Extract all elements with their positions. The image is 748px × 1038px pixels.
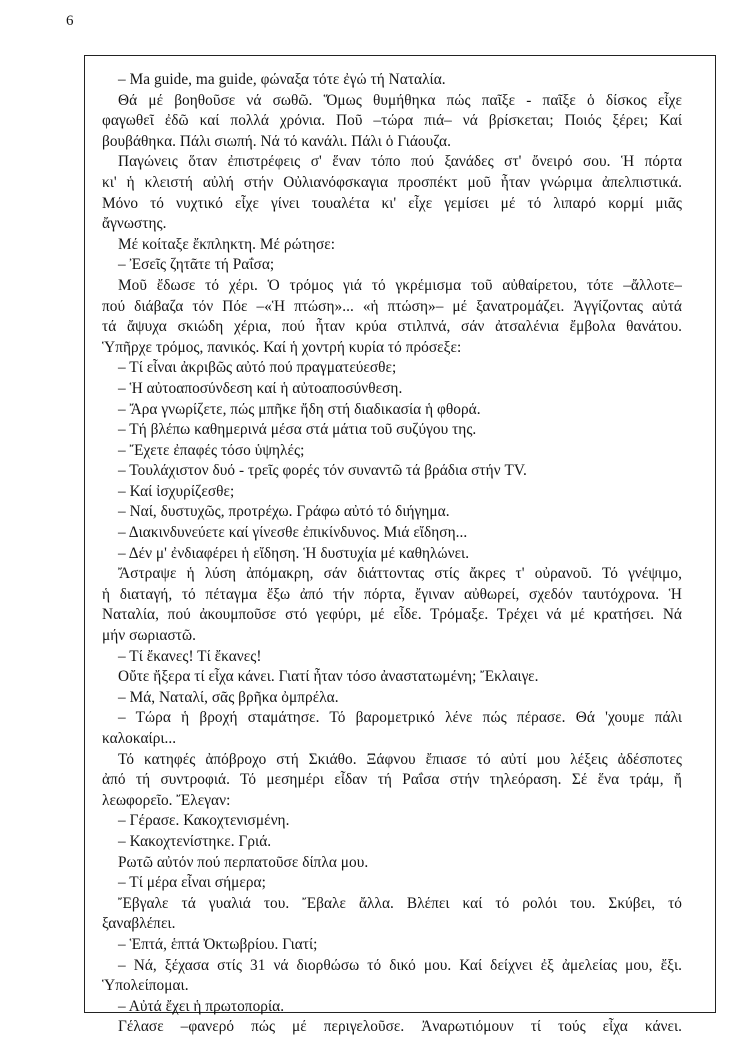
text-line: ἡ διαταγή, τό πέταγμα ἔξω ἀπό τήν πόρτα, ἔγιναν αὐθωρεί, σχεδόν ταυτόχρονα. Ἡ <box>102 585 682 603</box>
text-line: κι' ἡ κλειστή αὐλή στήν Οὐλιανόφσκαγια προσπέκτ μοῦ ἦταν γνώριμα ἀπελπιστικά. <box>102 173 682 191</box>
text-line: Μέ κοίταξε ἔκπληκτη. Μέ ρώτησε: <box>118 235 336 253</box>
text-line: Γέλασε –φανερό πώς μέ περιγελοῦσε. Ἀναρωτιόμουν τί τούς εἶχα κάνει. <box>118 1018 682 1036</box>
text-line: Ἄστραψε ἡ λύση ἀπόμακρη, σάν διάττοντας στίς ἄκρες τ' οὐρανοῦ. Τό γνέψιμο, <box>118 565 682 583</box>
text-line: Ὑπῆρχε τρόμος, πανικός. Καί ἡ χοντρή κυρία τό πρόσεξε: <box>102 338 462 356</box>
text-line: Ἔβγαλε τά γυαλιά του. Ἔβαλε ἄλλα. Βλέπει καί τό ρολόι του. Σκύβει, τό <box>118 894 682 912</box>
text-line: – Τή βλέπω καθημερινά μέσα στά μάτια τοῦ συζύγου της. <box>118 421 477 439</box>
text-line: – Διακινδυνεύετε καί γίνεσθε ἐπικίνδυνος. Μιά εἴδηση... <box>118 524 468 542</box>
text-line: τά ἄψυχα σκιώδη χέρια, πού ἦταν κρύα στιλπνά, σάν ἀτσαλένια ἔμβολα θανάτου. <box>102 318 682 336</box>
text-line: Ρωτῶ αὐτόν πού περπατοῦσε δίπλα μου. <box>118 853 369 871</box>
text-line: – Καί ἰσχυρίζεσθε; <box>118 482 235 500</box>
text-line: ἀπό τή συντροφιά. Τό μεσημέρι εἶδαν τή Ραΐσα στήν τηλεόραση. Σέ ἕνα τράμ, ἤ <box>102 771 682 789</box>
page-number: 6 <box>66 13 74 29</box>
text-line: – Ἑπτά, ἑπτά Ὀκτωβρίου. Γιατί; <box>118 935 318 953</box>
text-line: – Αὐτά ἔχει ἡ πρωτοπορία. <box>118 997 285 1015</box>
text-line: Μόνο τό νυχτικό εἶχε γίνει τουαλέτα κι' εἶχε γεμίσει μέ τό λιπαρό κορμί μιᾶς <box>102 194 682 212</box>
text-line: ἄγνωστης. <box>102 215 167 233</box>
text-line: – Ἡ αὐτοαποσύνδεση καί ἡ αὐτοαποσύνθεση. <box>118 379 403 397</box>
text-line: ξαναβλέπει. <box>102 915 176 933</box>
text-line: μήν σωριαστῶ. <box>102 627 196 645</box>
text-line: Τό κατηφές ἀπόβροχο στή Σκιάθο. Ξάφνου ἔπιασε τό αὐτί μου λέξεις ἀδέσποτες <box>118 750 682 768</box>
text-line: – Τώρα ἡ βροχή σταμάτησε. Τό βαρομετρικό λένε πώς πέρασε. Θά 'χουμε πάλι <box>118 709 682 727</box>
text-line: – Ma guide, ma guide, φώναξα τότε ἐγώ τή Ναταλία. <box>118 71 446 88</box>
text-line: – Ἄρα γνωρίζετε, πώς μπῆκε ἤδη στή διαδικασία ἡ φθορά. <box>118 400 481 418</box>
text-line: λεωφορεῖο. Ἔλεγαν: <box>102 791 231 809</box>
text-line: φαγωθεῖ ἐδῶ καί πολλά χρόνια. Ποῦ –τώρα πιά– νά βρίσκεται; Ποιός ξέρει; Καί <box>102 112 682 130</box>
text-line: – Ναί, δυστυχῶς, προτρέχω. Γράφω αὐτό τό διήγημα. <box>118 503 450 521</box>
text-line: – Νά, ξέχασα στίς 31 νά διορθώσω τό δικό μου. Καί δείχνει ἐξ ἀμελείας μου, ἔξι. <box>118 956 682 974</box>
text-line: καλοκαίρι... <box>102 730 177 747</box>
text-line: – Τί ἔκανες! Τί ἔκανες! <box>118 647 262 665</box>
text-line: – Κακοχτενίστηκε. Γριά. <box>118 832 272 850</box>
text-line: – Μά, Ναταλί, σᾶς βρῆκα ὀμπρέλα. <box>118 688 339 706</box>
text-line: – Τουλάχιστον δυό - τρεῖς φορές τόν συναντῶ τά βράδια στήν TV. <box>118 462 527 480</box>
story-text-block <box>102 70 682 1038</box>
text-line: Παγώνεις ὅταν ἐπιστρέφεις σ' ἕναν τόπο πού ξανάδες στ' ὄνειρό σου. Ἡ πόρτα <box>118 153 682 171</box>
text-line: – Δέν μ' ἐνδιαφέρει ἡ εἴδηση. Ἡ δυστυχία μέ καθηλώνει. <box>118 544 470 562</box>
text-line: Οὔτε ἤξερα τί εἶχα κάνει. Γιατί ἦταν τόσο ἀναστατωμένη; Ἔκλαιγε. <box>118 668 539 686</box>
text-line: – Τί εἶναι ἀκριβῶς αὐτό πού πραγματεύεσθε; <box>118 359 397 377</box>
text-line: Ναταλία, πού ἀκουμποῦσε στό γεφύρι, μέ εἶδε. Τρόμαξε. Τρέχει νά μέ κρατήσει. Νά <box>102 606 682 624</box>
text-line: – Γέρασε. Κακοχτενισμένη. <box>118 812 290 830</box>
text-line: – Ἔχετε ἐπαφές τόσο ὑψηλές; <box>118 441 305 459</box>
text-line: πού διάβαζα τόν Πόε –«Ἡ πτώση»... «ἡ πτώση»– μέ ξανατρομάζει. Ἀγγίζοντας αὐτά <box>102 297 682 315</box>
text-line: Θά μέ βοηθοῦσε νά σωθῶ. Ὅμως θυμήθηκα πώς παῖξε - παῖξε ὁ δίσκος εἶχε <box>118 91 682 109</box>
text-line: βουβάθηκα. Πάλι σιωπή. Νά τό κανάλι. Πάλι ὁ Γιάουζα. <box>102 132 451 150</box>
text-line: Μοῦ ἔδωσε τό χέρι. Ὁ τρόμος γιά τό γκρέμισμα τοῦ αὐθαίρετου, τότε –ἄλλοτε– <box>118 276 682 294</box>
text-line: Ὑπολείπομαι. <box>102 977 189 995</box>
text-line: – Τί μέρα εἶναι σήμερα; <box>118 874 266 892</box>
text-line: – Ἐσεῖς ζητᾶτε τή Ραΐσα; <box>118 256 275 274</box>
